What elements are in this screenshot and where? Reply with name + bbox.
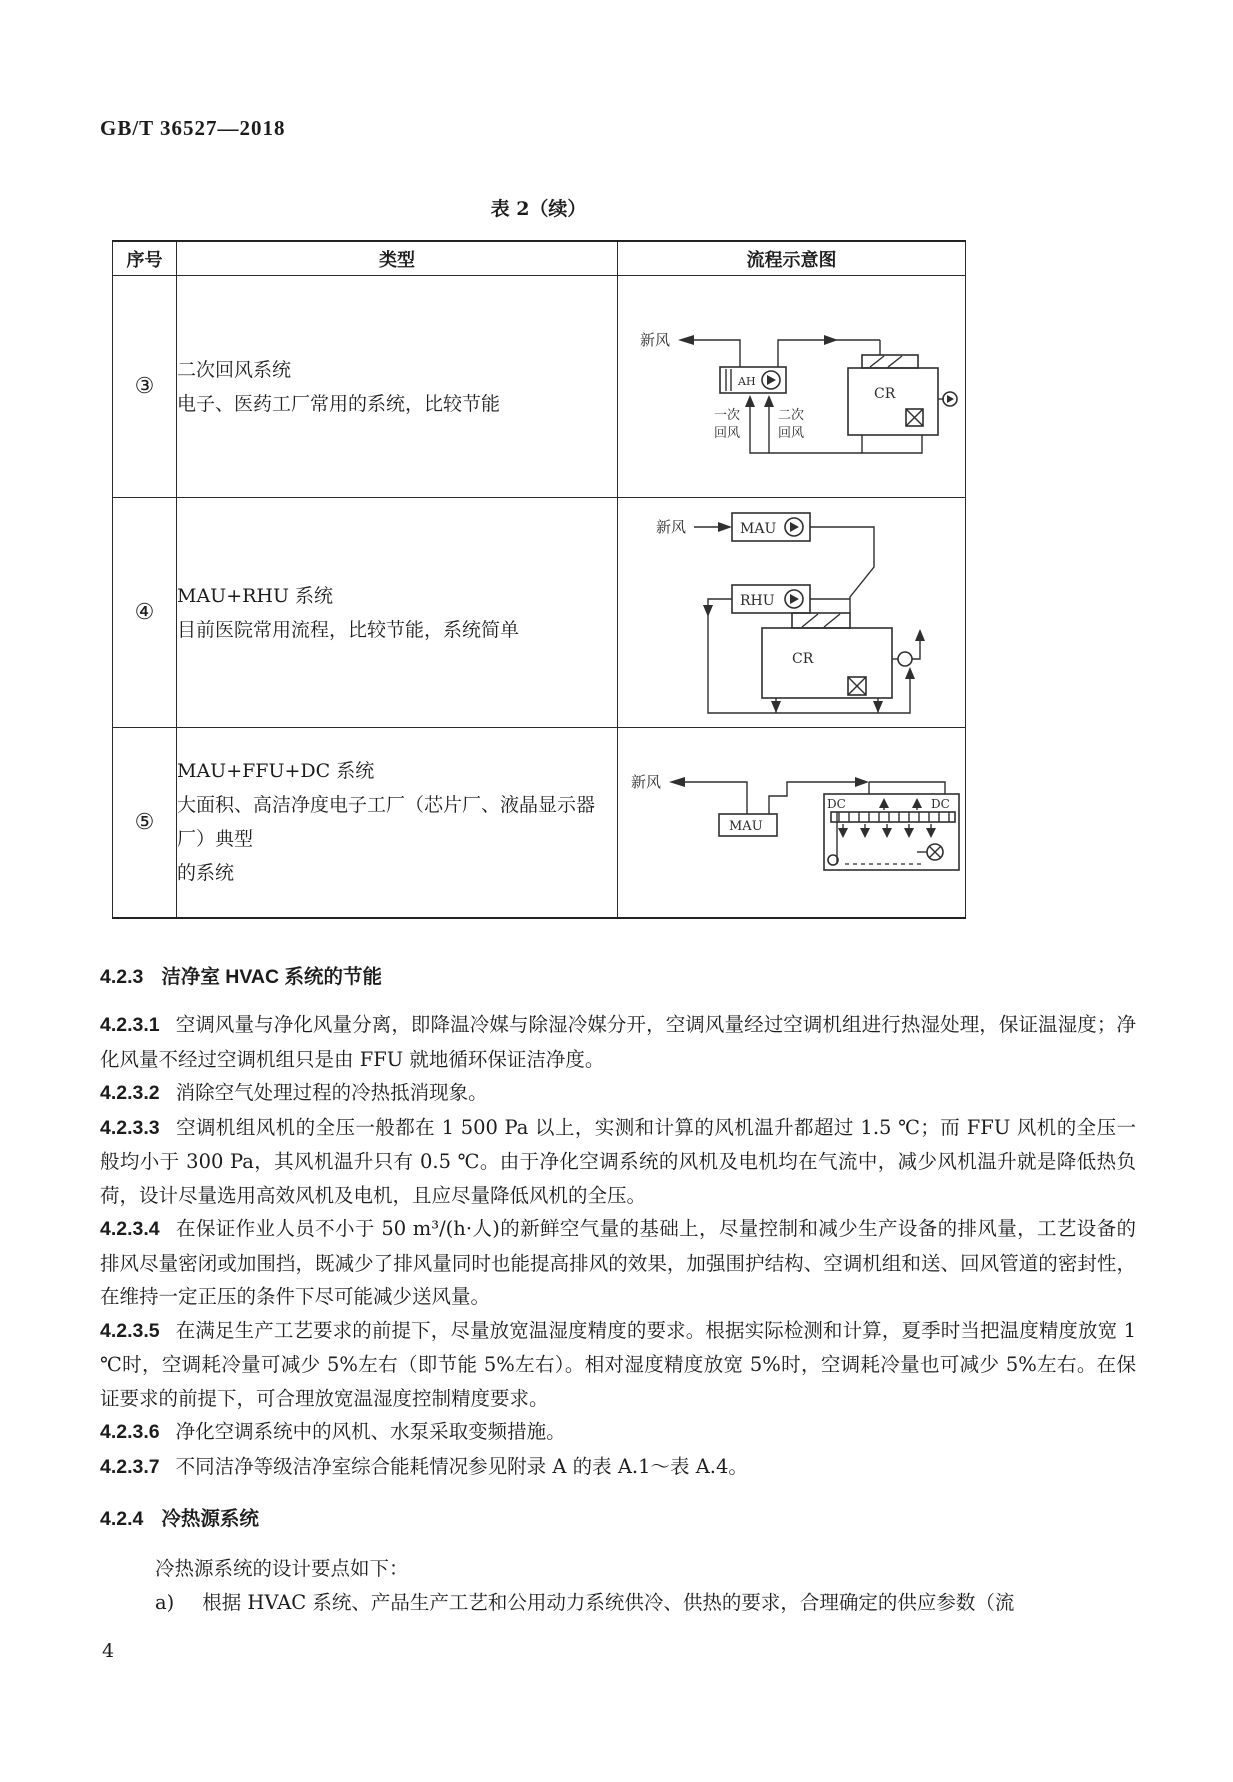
clause-text: 空调风量与净化风量分离，即降温冷媒与除湿冷媒分开，空调风量经过空调机组进行热湿处理，保证温湿度；净化风量不经过空调机组只是由 FFU 就地循环保证洁净度。 (100, 1013, 1136, 1071)
row3-diagram-cell (618, 276, 966, 498)
fresh-air-label: 新风 (631, 773, 662, 792)
clause-number: 4.2.3.6 (100, 1421, 160, 1443)
arrow-icon (718, 522, 732, 532)
mau-ffu-dc-system-diagram (619, 752, 964, 892)
secondary-return-system-diagram (622, 303, 962, 471)
secondary-return-label: 二次 (777, 407, 804, 423)
arrow-icon (912, 798, 922, 808)
section-number: 4.2.4 (100, 1508, 144, 1530)
list-item-a (100, 1586, 1136, 1620)
cleanroom-label: CR (873, 385, 895, 402)
clause-text: 净化空调系统中的风机、水泵采取变频措施。 (175, 1420, 566, 1443)
row3-seq: ③ (113, 276, 177, 498)
arrow-icon (882, 828, 892, 838)
ahu-label: AH (737, 374, 756, 388)
clause-number: 4.2.3.5 (100, 1319, 160, 1342)
arrow-icon (879, 798, 889, 808)
rhu-label: RHU (739, 592, 775, 609)
arrow-icon (838, 828, 848, 838)
paragraph-4-2-3-6 (100, 1415, 1136, 1450)
row5-diagram-cell (618, 728, 966, 918)
arrow-icon (678, 335, 694, 345)
arrow-icon (745, 395, 755, 407)
clause-number: 4.2.3.7 (100, 1455, 160, 1478)
mau-label: MAU (739, 520, 776, 537)
row5-type-line1: MAU+FFU+DC 系统 (177, 760, 375, 783)
row3-type (177, 276, 618, 498)
col-header-seq: 序号 (113, 241, 177, 276)
arrow-icon (855, 777, 869, 787)
col-header-diagram: 流程示意图 (618, 241, 966, 276)
paragraph-4-2-3-2 (100, 1076, 1136, 1111)
fresh-air-label: 新风 (639, 330, 670, 349)
arrow-icon (926, 828, 936, 838)
section-heading-4-2-3 (100, 960, 1136, 994)
row3-type-line2: 电子、医药工厂常用的系统，比较节能 (177, 392, 501, 415)
arrow-icon (669, 777, 685, 787)
table-row (113, 276, 966, 498)
clause-number: 4.2.3.2 (100, 1082, 160, 1104)
cleanroom-label: CR (791, 650, 813, 667)
clause-text: 空调机组风机的全压一般都在 1 500 Pa 以上，实测和计算的风机温升都超过 1.5 ℃；而 FFU 风机的全压一般均小于 300 Pa，其风机温升只有 0.5 ℃。由于净化空调系统的风机及电机均在气流中，减少风机温升就是降低热负荷，设计尽量选用高效风机及电机，且应尽量降低风机的全压。 (100, 1115, 1136, 1207)
clause-number: 4.2.3.4 (100, 1218, 160, 1240)
table-2-continued (112, 240, 966, 919)
primary-return-label2: 回风 (713, 425, 740, 441)
section-heading-4-2-4 (100, 1502, 1136, 1536)
arrow-icon (764, 395, 774, 407)
fan-icon (898, 652, 912, 666)
arrow-icon (703, 605, 713, 617)
row5-seq: ⑤ (113, 728, 177, 918)
paragraph-4-2-3-7 (100, 1450, 1136, 1485)
section-number: 4.2.3 (100, 966, 144, 988)
table-title: 表 2（续） (490, 198, 587, 220)
row4-type-line2: 目前医院常用流程，比较节能，系统简单 (177, 618, 520, 641)
row4-type-line1: MAU+RHU 系统 (177, 584, 334, 607)
dry-cooler-right-label: DC (931, 797, 950, 812)
arrow-icon (860, 828, 870, 838)
col-header-type: 类型 (177, 241, 618, 276)
filter-icon (792, 613, 850, 628)
primary-return-label: 一次 (713, 407, 740, 423)
paragraph-4-2-3-4 (100, 1212, 1136, 1314)
fresh-air-label: 新风 (655, 517, 686, 536)
arrow-icon (824, 335, 838, 345)
mau-rhu-system-diagram (642, 501, 942, 725)
clause-number: 4.2.3.3 (100, 1116, 160, 1139)
row4-type (177, 498, 618, 728)
body-text (100, 960, 1136, 1619)
table-header-row (113, 241, 966, 276)
clause-text: 在保证作业人员不小于 50 m³/(h·人)的新鲜空气量的基础上，尽量控制和减少生产设备的排风量，工艺设备的排风尽量密闭或加围挡，既减少了排风量同时也能提高排风的效果，加强围护结构、空调机组和送、回风管道的密封性，在维持一定正压的条件下尽可能减少送风量。 (100, 1217, 1136, 1308)
paragraph-4-2-3-5 (100, 1314, 1136, 1416)
arrow-icon (915, 629, 925, 641)
item-text: 根据 HVAC 系统、产品生产工艺和公用动力系统供冷、供热的要求，合理确定的供应参数（流 (202, 1590, 1015, 1614)
row5-type (177, 728, 618, 918)
item-marker: a) (155, 1590, 175, 1614)
section-title: 洁净室 HVAC 系统的节能 (161, 966, 383, 988)
row5-type-line3: 的系统 (177, 862, 235, 885)
paragraph-4-2-3-3 (100, 1111, 1136, 1213)
paragraph-4-2-3-1 (100, 1008, 1136, 1076)
row4-seq: ④ (113, 498, 177, 728)
row5-type-line2: 大面积、高洁净度电子工厂（芯片厂、液晶显示器厂）典型 (177, 794, 596, 851)
page-number: 4 (102, 1640, 115, 1662)
mau-label: MAU (729, 819, 763, 835)
standard-number: GB/T 36527—2018 (100, 116, 286, 140)
arrow-icon (904, 828, 914, 838)
secondary-return-label2: 回风 (777, 425, 804, 441)
table-row (113, 728, 966, 918)
row3-type-line1: 二次回风系统 (177, 358, 292, 381)
clause-text: 在满足生产工艺要求的前提下，尽量放宽温湿度精度的要求。根据实际检测和计算，夏季时当把温度精度放宽 1 ℃时，空调耗冷量可减少 5%左右（即节能 5%左右）。相对湿度精度放宽 5%时，空调耗冷量也可减少 5%左右。在保证要求的前提下，可合理放宽温湿度控制精度要求。 (100, 1318, 1136, 1410)
clause-number: 4.2.3.1 (100, 1014, 160, 1036)
intro-line: 冷热源系统的设计要点如下： (155, 1557, 409, 1580)
arrow-icon (873, 701, 883, 713)
row4-diagram-cell (618, 498, 966, 728)
dry-cooler-left-label: DC (827, 797, 846, 812)
section-title: 冷热源系统 (161, 1508, 259, 1530)
arrow-icon (771, 701, 781, 713)
clause-text: 消除空气处理过程的冷热抵消现象。 (175, 1081, 488, 1104)
table-row (113, 498, 966, 728)
clause-text: 不同洁净等级洁净室综合能耗情况参见附录 A 的表 A.1～表 A.4。 (175, 1454, 748, 1478)
arrow-icon (905, 667, 915, 679)
